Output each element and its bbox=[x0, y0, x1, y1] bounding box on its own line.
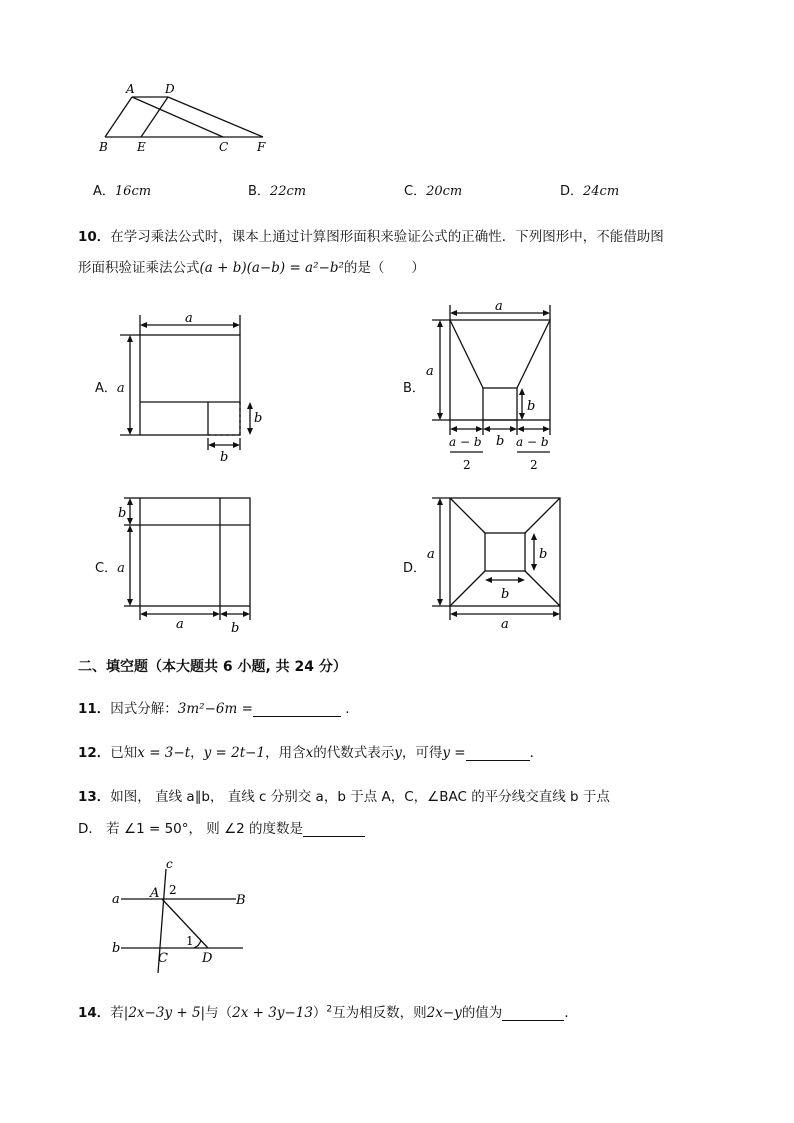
q13-line1: 13．如图， 直线 a∥b， 直线 c 分别交 a，b 于点 A，C，∠BAC 的平分线交直线 b 于点 bbox=[78, 789, 610, 805]
svg-text:b: b bbox=[118, 506, 127, 521]
question-number: 10． bbox=[78, 229, 111, 245]
svg-text:b: b bbox=[254, 411, 263, 426]
q12: 12．已知x = 3−t，y = 2t−1，用含x的代数式表示y，可得y = ． bbox=[78, 745, 544, 761]
answer-blank[interactable] bbox=[253, 702, 341, 717]
svg-text:a: a bbox=[501, 617, 509, 632]
option-value: 16cm bbox=[114, 184, 152, 199]
svg-text:a: a bbox=[426, 364, 434, 379]
q9-option-a[interactable] bbox=[93, 180, 151, 199]
q10-figure-a bbox=[120, 305, 280, 465]
svg-text:b: b bbox=[496, 434, 505, 449]
option-letter: D． bbox=[560, 184, 584, 199]
svg-text:b: b bbox=[501, 587, 510, 602]
q10-figure-b bbox=[420, 295, 570, 480]
q10-option-d-label[interactable]: D． bbox=[403, 561, 427, 576]
label-C: C bbox=[219, 140, 229, 154]
q9-option-b[interactable] bbox=[248, 180, 306, 199]
option-value: 24cm bbox=[583, 184, 620, 199]
svg-text:2: 2 bbox=[463, 458, 471, 472]
svg-text:a: a bbox=[185, 311, 193, 326]
question-text: 在学习乘法公式时，课本上通过计算图形面积来验证公式的正确性．下列图形中，不能借助图 bbox=[110, 229, 664, 245]
svg-text:D: D bbox=[202, 951, 213, 966]
svg-text:b: b bbox=[220, 450, 229, 465]
option-letter: B． bbox=[248, 184, 270, 199]
option-letter: C． bbox=[404, 184, 427, 199]
svg-text:b: b bbox=[539, 547, 548, 562]
svg-text:b: b bbox=[112, 941, 121, 956]
answer-blank[interactable] bbox=[303, 822, 365, 837]
label-B: B bbox=[99, 140, 108, 154]
label-E: E bbox=[137, 140, 146, 154]
svg-text:A: A bbox=[150, 886, 160, 901]
svg-text:a: a bbox=[112, 892, 120, 907]
answer-blank[interactable] bbox=[466, 746, 530, 761]
q9-option-c[interactable] bbox=[404, 180, 462, 199]
question-text: 形面积验证乘法公式 bbox=[78, 260, 200, 276]
q9-option-d[interactable] bbox=[560, 180, 619, 199]
svg-text:b: b bbox=[231, 621, 240, 636]
svg-text:a − b: a − b bbox=[449, 435, 482, 449]
q13-line2: D． 若 ∠1 = 50°， 则 ∠2 的度数是 bbox=[78, 817, 365, 837]
q10-option-b-label[interactable]: B． bbox=[403, 381, 425, 396]
q10-figure-d bbox=[420, 488, 570, 638]
answer-blank[interactable] bbox=[502, 1006, 564, 1021]
option-value: 20cm bbox=[426, 184, 463, 199]
q14: 14．若|2x−3y + 5|与$(2x + 3y-13)^2$互为相反数，则2x−y的值为 ． bbox=[78, 1004, 578, 1021]
svg-text:2: 2 bbox=[530, 458, 538, 472]
option-letter: A． bbox=[93, 184, 115, 199]
question-text: 的是（ ） bbox=[343, 260, 425, 276]
label-D: D bbox=[165, 82, 175, 96]
q13-figure bbox=[108, 855, 258, 980]
q10-option-c-label[interactable]: C．a bbox=[95, 561, 125, 576]
section-title: 二、填空题（本大题共 6 小题, 共 24 分） bbox=[78, 659, 347, 675]
label-F: F bbox=[257, 140, 266, 154]
q10-figure-c bbox=[110, 488, 260, 638]
q11: 11．因式分解：3m²−6m = . bbox=[78, 701, 350, 717]
svg-text:a: a bbox=[427, 547, 435, 562]
svg-text:C: C bbox=[158, 951, 168, 966]
q10-option-a-label[interactable]: A．a bbox=[95, 381, 125, 396]
svg-text:B: B bbox=[236, 893, 246, 908]
svg-text:a: a bbox=[176, 617, 184, 632]
svg-text:c: c bbox=[166, 857, 173, 871]
svg-text:2: 2 bbox=[169, 883, 177, 897]
label-A: A bbox=[126, 82, 135, 96]
svg-text:1: 1 bbox=[186, 934, 194, 948]
formula: (a + b)(a−b) = a²−b² bbox=[199, 260, 344, 276]
q10-line1 bbox=[78, 225, 664, 245]
svg-text:a − b: a − b bbox=[516, 435, 549, 449]
q9-figure bbox=[95, 80, 275, 155]
option-value: 22cm bbox=[269, 184, 307, 199]
svg-text:a: a bbox=[495, 299, 503, 314]
svg-text:b: b bbox=[527, 399, 536, 414]
q10-line2 bbox=[78, 256, 425, 276]
